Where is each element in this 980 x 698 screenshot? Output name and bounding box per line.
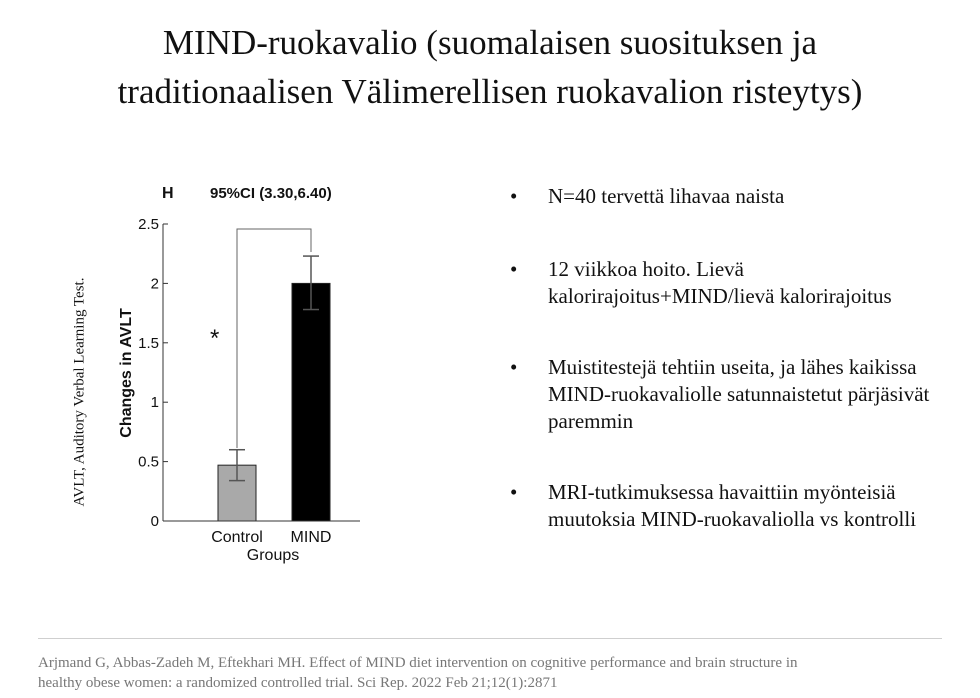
- y-axis-label: Changes in AVLT: [118, 308, 135, 438]
- x-axis-label: Groups: [246, 547, 300, 564]
- y-tick-label: 0.5: [138, 453, 159, 471]
- avlt-footnote: AVLT, Auditory Verbal Learning Test.: [71, 277, 88, 507]
- bullet-item: • Muistitestejä tehtiin useita, ja lähes kaikissa MIND-ruokavaliolle satunnaistetut pärjäsivät paremmin: [510, 354, 950, 435]
- category-label: Control: [211, 529, 263, 546]
- bar-mind: [292, 283, 330, 521]
- findings-list: [510, 183, 950, 533]
- citation: [38, 653, 958, 693]
- title-line-2: traditionaalisen Välimerellisen ruokavalion risteytys): [117, 72, 863, 111]
- bars: [218, 283, 330, 521]
- citation-line-2: healthy obese women: a randomized controlled trial. Sci Rep. 2022 Feb 21;12(1):2871: [38, 675, 558, 691]
- bullet-item: • 12 viikkoa hoito. Lievä kalorirajoitus+MIND/lievä kalorirajoitus: [510, 256, 950, 310]
- ci-annotation: 95%CI (3.30,6.40): [210, 185, 332, 202]
- panel-label: H: [162, 185, 174, 202]
- avlt-bar-chart: [100, 172, 460, 572]
- category-labels: [211, 529, 331, 546]
- significance-marker: *: [210, 325, 220, 352]
- slide-title: [0, 18, 980, 116]
- y-ticks: [138, 216, 168, 530]
- footer-divider: [38, 638, 942, 639]
- y-tick-label: 1: [150, 394, 159, 412]
- category-label: MIND: [290, 529, 332, 546]
- bullet-item: • MRI-tutkimuksessa havaittiin myönteisiä muutoksia MIND-ruokavaliolla vs kontrolli: [510, 479, 950, 533]
- title-line-1: MIND-ruokavalio (suomalaisen suosituksen ja: [162, 23, 818, 62]
- bullet-item: • N=40 tervettä lihavaa naista: [510, 183, 950, 210]
- y-tick-label: 0: [150, 513, 159, 530]
- y-tick-label: 2.5: [138, 216, 159, 233]
- citation-line-1: Arjmand G, Abbas-Zadeh M, Eftekhari MH. Effect of MIND diet intervention on cognitive performance and brain structure in: [38, 655, 798, 671]
- y-tick-label: 2: [150, 275, 159, 293]
- y-tick-label: 1.5: [138, 334, 159, 352]
